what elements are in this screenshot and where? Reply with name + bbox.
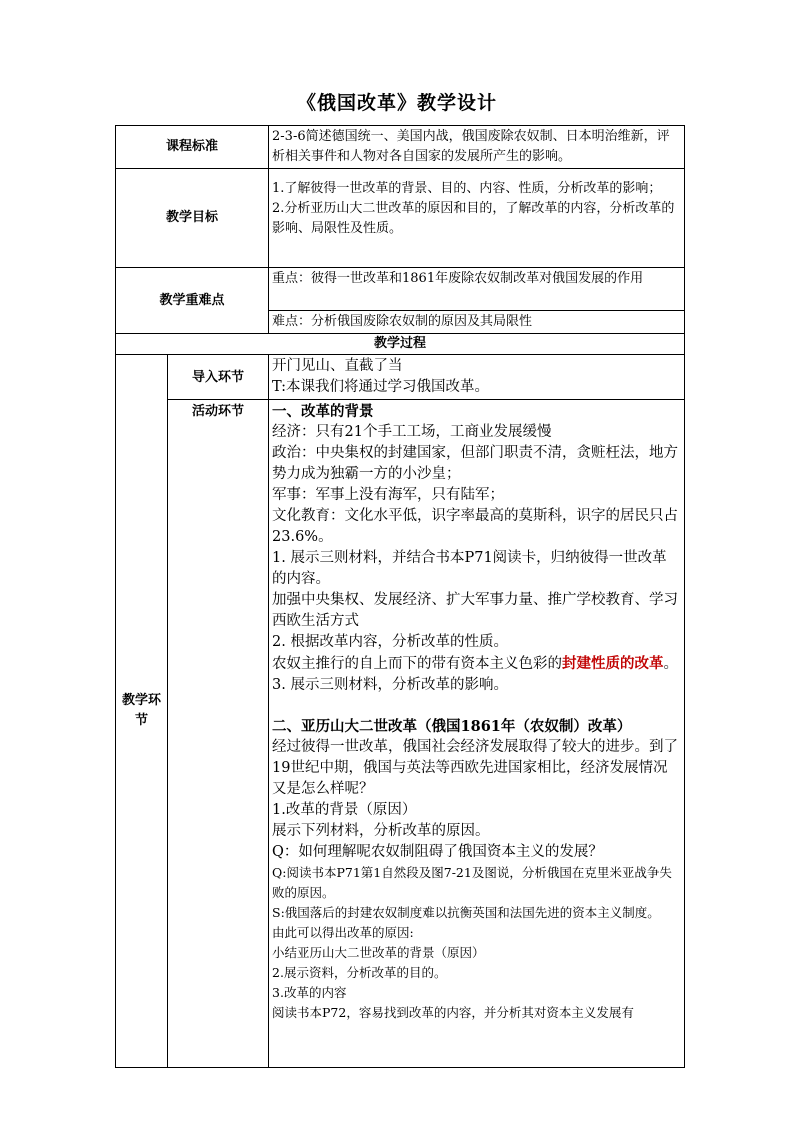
section1-line: 军事：军事上没有海军，只有陆军； [272, 487, 505, 503]
row-key-point [116, 268, 685, 311]
activity-label: 活动环节 [168, 400, 269, 1068]
course-standard-text: 2-3-6简述德国统一、美国内战，俄国废除农奴制、日本明治维新，评析相关事件和人物对各自国家的发展所产生的影响。 [269, 126, 685, 169]
section2-small-line: S:俄国落后的封建农奴制度难以抗衡英国和法国先进的资本主义制度。 [272, 905, 660, 920]
section2-small-line: 小结亚历山大二世改革的背景（原因） [272, 945, 485, 960]
goal-item: 2.分析亚历山大二世改革的原因和目的，了解改革的内容，分析改革的影响、局限性及性质。 [272, 201, 675, 236]
teaching-goals-text [269, 169, 685, 268]
row-course-standard [116, 126, 685, 169]
section1-line: 加强中央集权、发展经济、扩大军事力量、推广学校教育、学习西欧生活方式 [272, 592, 679, 629]
row-intro [116, 355, 685, 400]
section2-line: 经过彼得一世改革，俄国社会经济发展取得了较大的进步。到了19世纪中期，俄国与英法等西欧先进国家相比，经济发展情况又是怎么样呢？ [272, 739, 679, 797]
intro-line: 开门见山、直截了当 [272, 358, 403, 374]
section1-line: 政治：中央集权的封建国家，但部门职责不清，贪赃枉法，地方势力成为独霸一方的小沙皇； [272, 445, 679, 482]
section1-line: 2. 根据改革内容，分析改革的性质。 [272, 634, 508, 650]
activity-text [269, 400, 685, 1068]
row-teaching-goals [116, 169, 685, 268]
section1-line: 1. 展示三则材料，并结合书本P71阅读卡，归纳彼得一世改革的内容。 [272, 550, 667, 587]
section1-line: 经济：只有21个手工工场，工商业发展缓慢 [272, 424, 552, 440]
process-header: 教学过程 [116, 334, 685, 355]
section2-line: 展示下列材料，分析改革的原因。 [272, 823, 490, 839]
page-title: 《俄国改革》教学设计 [296, 92, 497, 114]
nature-line [272, 653, 681, 675]
goal-item: 1.了解彼得一世改革的背景、目的、内容、性质，分析改革的影响； [272, 181, 662, 196]
section2-line: Q：如何理解呢农奴制阻碍了俄国资本主义的发展？ [272, 844, 603, 860]
key-difficult-label: 教学重难点 [116, 268, 269, 334]
intro-line: T:本课我们将通过学习俄国改革。 [272, 379, 490, 395]
intro-label: 导入环节 [168, 355, 269, 400]
section2-small-line: Q:阅读书本P71第1自然段及图7-21及图说，分析俄国在克里米亚战争失败的原因。 [272, 865, 672, 900]
key-point-text: 重点：彼得一世改革和1861年废除农奴制改革对俄国发展的作用 [269, 268, 685, 311]
row-activity [116, 400, 685, 1068]
item3-line: 3. 展示三则材料，分析改革的影响。 [272, 677, 508, 693]
teaching-goals-label: 教学目标 [116, 169, 269, 268]
nature-prefix: 农奴主推行的自上而下的带有资本主义色彩的 [272, 656, 563, 672]
section2-small-line: 2.展示资料，分析改革的目的。 [272, 965, 447, 980]
section1-title: 一、改革的背景 [272, 403, 374, 420]
section2-small-line: 由此可以得出改革的原因: [272, 925, 414, 940]
difficult-point-text: 难点：分析俄国废除农奴制的原因及其局限性 [269, 311, 685, 334]
section2-title: 二、亚历山大二世改革（俄国1861年（农奴制）改革） [272, 718, 632, 735]
process-label: 教学环节 [116, 355, 168, 1068]
section2-line: 1.改革的背景（原因） [272, 802, 417, 818]
section2-small-line: 阅读书本P72，容易找到改革的内容，并分析其对资本主义发展有 [272, 1005, 634, 1020]
section2-small-line: 3.改革的内容 [272, 985, 347, 1000]
row-process-header [116, 334, 685, 355]
lesson-plan-table [115, 125, 685, 1068]
course-standard-label: 课程标准 [116, 126, 269, 169]
intro-text [269, 355, 685, 400]
nature-suffix: 。 [663, 656, 679, 672]
nature-highlight: 封建性质的改革 [562, 655, 664, 672]
section1-line: 文化教育：文化水平低，识字率最高的莫斯科，识字的居民只占23.6%。 [272, 508, 679, 545]
